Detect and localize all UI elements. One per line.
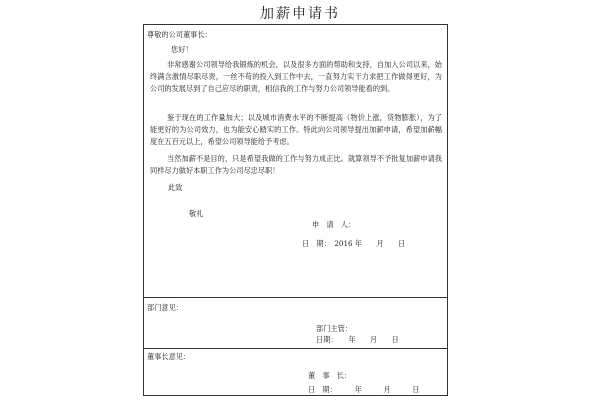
salutation: 尊敬的公司董事长： [147, 30, 212, 39]
chairman-label: 董 事 长： [308, 371, 352, 380]
application-date: 日 期： 2016 年 月 日 [302, 239, 406, 248]
paragraph-gratitude: 非常感谢公司领导给我锻炼的机会，以及很多方面的帮助和支持，自加入公司以来，始终满含激情尽职尽责，一丝不苟的投入到工作中去，一直努力实干力求把工作做得更好，为公司的发展尽到了自己应尽的职责，相信我的工作与努力公司领导能看的到。 [150, 60, 442, 94]
section-divider-1 [144, 297, 447, 298]
section-divider-2 [144, 348, 447, 349]
department-supervisor-label: 部门主管： [316, 324, 352, 333]
application-form [143, 24, 448, 396]
greeting: 您好！ [171, 45, 193, 54]
chairman-date: 日 期： 年 月 日 [308, 385, 420, 394]
paragraph-commitment: 当然加薪不是目的，只是希望我做的工作与努力成正比。就算领导不予批复加薪申请我同样尽力做好本职工作为公司尽忠尽职！ [150, 154, 442, 176]
document-title: 加薪申请书 [260, 6, 340, 22]
paragraph-reason: 鉴于现在的工作量加大；以及城市消费水平的不断提高（物价上涨，货物膨胀），为了能更好的为公司效力，也为能安心踏实的工作。特此向公司领导提出加薪申请，希望加薪幅度在五百元以上，希望公司领导能给予考虑。 [150, 113, 442, 147]
department-opinion-label: 部门意见： [147, 303, 183, 312]
department-date: 日期： 年 月 日 [316, 335, 399, 344]
chairman-opinion-label: 董事长意见： [147, 352, 191, 361]
closing-jingli: 敬礼 [189, 209, 204, 218]
applicant-label: 申 请 人： [312, 220, 356, 229]
closing-cizhi: 此致 [168, 183, 183, 192]
